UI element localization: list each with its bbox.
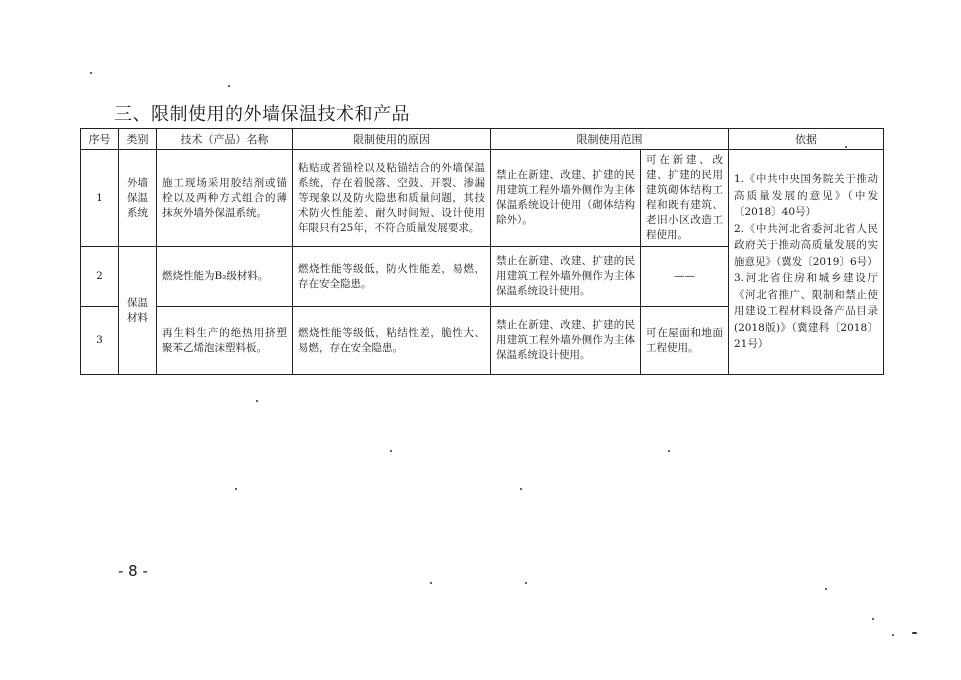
scan-speck (525, 582, 527, 584)
row-scope-prohibited: 禁止在新建、改建、扩建的民用建筑工程外墙外侧作为主体保温系统设计使用。 (491, 247, 641, 307)
basis-cell: 1.《中共中央国务院关于推动高质量发展的意见》（中发〔2018〕40号） 2.《中共河北省委河北省人民政府关于推动高质量发展的实施意见》（冀发〔2019〕6号） 3.河北省住房和城乡建设厅《河北省推广、限制和禁止使用建设工程材料设备产品目录(2018版)》（冀建科〔2018〕21号） (729, 150, 884, 375)
scan-speck (228, 85, 230, 87)
row-scope-prohibited: 禁止在新建、改建、扩建的民用建筑工程外墙外侧作为主体保温系统设计使用（砌体结构除外）。 (491, 150, 641, 247)
row-reason: 粘贴或者锚栓以及粘锚结合的外墙保温系统，存在着脱落、空鼓、开裂、渗漏等现象以及防火隐患和质量问题，其技术防火性能差、耐久时间短、设计使用年限只有25年，不符合质量发展要求。 (293, 150, 491, 247)
row-scope-permitted: 可在屋面和地面工程使用。 (641, 307, 729, 375)
scan-speck (668, 450, 670, 452)
scan-speck (390, 450, 392, 452)
header-reason: 限制使用的原因 (293, 129, 491, 150)
row-scope-permitted: —— (641, 247, 729, 307)
table-row (81, 150, 884, 247)
scan-speck (235, 488, 237, 490)
scan-speck (825, 588, 827, 590)
row-no: 2 (81, 247, 119, 307)
row-scope-permitted: 可在新建、改建、扩建的民用建筑砌体结构工程和既有建筑、老旧小区改造工程使用。 (641, 150, 729, 247)
scan-speck (845, 146, 847, 148)
row-category: 外墙 保温 系统 (119, 150, 157, 247)
row-no: 3 (81, 307, 119, 375)
scan-speck (872, 618, 874, 620)
header-scope: 限制使用范围 (491, 129, 729, 150)
row-scope-prohibited: 禁止在新建、改建、扩建的民用建筑工程外墙外侧作为主体保温系统设计使用。 (491, 307, 641, 375)
row-product-name: 再生料生产的绝热用挤塑聚苯乙烯泡沫塑料板。 (157, 307, 293, 375)
row-no: 1 (81, 150, 119, 247)
row-reason: 燃烧性能等级低，粘结性差，脆性大、易燃，存在安全隐患。 (293, 307, 491, 375)
restriction-table (80, 128, 884, 375)
row-category: 保温 材料 (119, 247, 157, 375)
scan-speck (892, 634, 894, 636)
row-reason: 燃烧性能等级低，防火性能差，易燃，存在安全隐患。 (293, 247, 491, 307)
header-product-name: 技术（产品）名称 (157, 129, 293, 150)
scan-speck (520, 488, 522, 490)
page-number: - 8 - (118, 562, 148, 580)
scan-speck (912, 632, 917, 634)
header-no: 序号 (81, 129, 119, 150)
header-basis: 依据 (729, 129, 884, 150)
row-product-name: 燃烧性能为B₂级材料。 (157, 247, 293, 307)
section-title: 三、限制使用的外墙保温技术和产品 (114, 104, 410, 125)
header-category: 类别 (119, 129, 157, 150)
scan-speck (256, 400, 258, 402)
scan-speck (430, 582, 432, 584)
scan-speck (90, 72, 92, 74)
table-header-row (81, 129, 884, 150)
row-product-name: 施工现场采用胶结剂或锚栓以及两种方式组合的薄抹灰外墙外保温系统。 (157, 150, 293, 247)
